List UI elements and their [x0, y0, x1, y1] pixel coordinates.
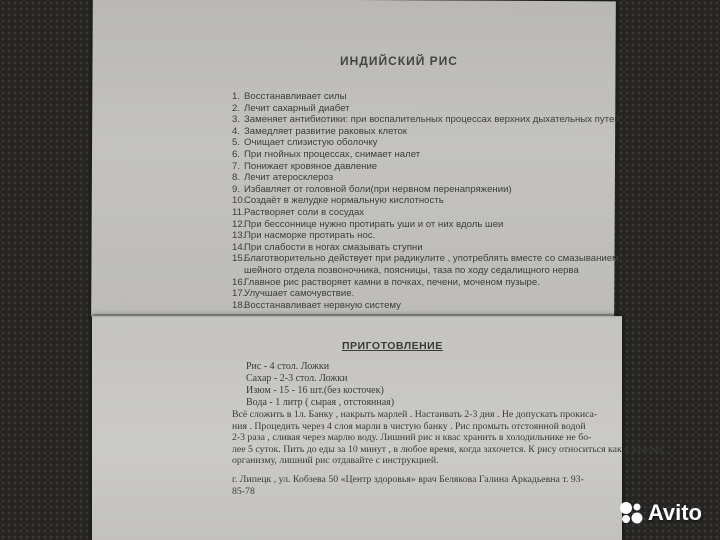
- benefit-text: Растворяет соли в сосудах: [244, 206, 365, 218]
- ingredient-line: Рис - 4 стол. Ложки: [246, 361, 330, 372]
- benefit-number: 8.: [232, 172, 241, 184]
- benefit-item: [232, 137, 620, 149]
- benefit-text: При гнойных процессах, снимает налет: [244, 148, 421, 160]
- address-line: 85-78: [232, 485, 255, 497]
- benefit-text: При слабости в ногах смазывать ступни: [244, 241, 423, 253]
- benefit-text: При насморке протирать нос.: [244, 230, 376, 242]
- benefit-text: Восстанавливает силы: [244, 91, 347, 102]
- benefit-item: [232, 207, 620, 219]
- benefit-text: Избавляет от головной боли(при нервном перенапряжении): [244, 183, 512, 195]
- benefit-number: 15.: [232, 253, 246, 265]
- benefit-text: При бессоннице нужно протирать уши и от них вдоль шеи: [244, 218, 504, 230]
- benefit-item: [232, 288, 620, 300]
- benefit-number: 1.: [232, 91, 241, 102]
- benefit-number: 16.: [232, 276, 246, 288]
- benefit-number: 12.: [232, 218, 246, 230]
- ingredient-line: Сахар - 2-3 стол. Ложки: [246, 373, 348, 384]
- benefit-item: [232, 172, 620, 184]
- benefit-text: Восстанавливает нервную систему: [244, 299, 401, 311]
- instruction-line: организму, лишний рис отдавайте с инструкцией.: [232, 455, 439, 466]
- benefit-number: 2.: [232, 102, 241, 114]
- benefit-number: 7.: [232, 160, 241, 172]
- benefit-item: [232, 114, 620, 126]
- benefit-number: 5.: [232, 137, 241, 149]
- instruction-line: лее 5 суток. Пить до еды за 10 минут , в любое время, когда захочется. К рису относиться как к живому: [232, 443, 664, 455]
- benefit-text: Заменяет антибиотики: при воспалительных процессах верхних дыхательных путей: [244, 114, 620, 126]
- benefit-item: [232, 126, 620, 138]
- document-title: ИНДИЙСКИЙ РИС: [340, 54, 458, 68]
- benefit-number: 6.: [232, 148, 241, 160]
- benefit-item: [232, 91, 620, 103]
- benefit-item: [232, 149, 620, 161]
- benefit-item: [232, 184, 620, 196]
- paper-fold: [92, 314, 622, 318]
- benefit-number: 14.: [232, 241, 246, 253]
- instructions-text: [232, 409, 664, 467]
- benefit-number: 10.: [232, 195, 246, 207]
- instruction-line: 2-3 раза , сливая через марлю воду. Лишний рис и квас хранить в холодильнике не бо-: [232, 432, 592, 443]
- avito-watermark: [618, 500, 702, 526]
- benefit-number: 13.: [232, 230, 246, 242]
- benefit-item: [232, 265, 620, 277]
- benefit-text: Лечит сахарный диабет: [244, 102, 350, 114]
- benefit-item: [232, 161, 620, 173]
- instruction-line: ния . Процедить через 4 слоя марли в чистую банку . Рис промыть отстоянной водой: [232, 420, 586, 432]
- benefit-text: Замедляет развитие раковых клеток: [244, 125, 407, 137]
- instruction-line: Всё сложить в 1л. Банку , накрыть марлей . Настаивать 2-3 дня . Не допускать прокиса-: [232, 409, 598, 420]
- benefit-text: Улучшает самочувствие.: [244, 288, 355, 300]
- benefit-item: [232, 300, 620, 312]
- benefit-text: Очищает слизистую оболочку: [244, 137, 378, 149]
- avito-watermark-text: Avito: [647, 500, 702, 525]
- benefit-item: [232, 242, 620, 254]
- benefit-text: Главное рис растворяет камни в почках, печени, моченом пузыре.: [244, 276, 540, 288]
- benefit-number: 3.: [232, 114, 241, 126]
- benefit-text: Благотворительно действует при радикулите , употреблять вместе со смазыванием: [244, 253, 619, 265]
- benefit-number: 18.: [232, 299, 246, 311]
- ingredient-line: Вода - 1 литр ( сырая , отстоянная): [246, 397, 395, 408]
- benefit-item: [232, 230, 620, 242]
- benefit-text: Понижает кровяное давление: [244, 160, 378, 172]
- benefit-text: Лечит атеросклероз: [244, 172, 334, 184]
- benefit-item: [232, 103, 620, 115]
- benefit-number: 9.: [232, 183, 241, 195]
- preparation-title: ПРИГОТОВЛЕНИЕ: [342, 340, 443, 352]
- benefit-number: 17.: [232, 288, 246, 300]
- benefit-item: [232, 277, 620, 289]
- ingredients-list: [246, 361, 394, 409]
- ingredient-line: Изюм - 15 - 16 шт.(без косточек): [246, 385, 384, 396]
- address-text: [232, 474, 584, 497]
- benefit-number: 4.: [232, 125, 241, 137]
- benefit-text: Создаёт в желудке нормальную кислотность: [244, 195, 444, 207]
- benefit-text: шейного отдела позвоночника, поясницы, таза по ходу седалищного нерва: [244, 264, 579, 276]
- benefits-list: [232, 91, 620, 311]
- benefit-item: [232, 195, 620, 207]
- avito-logo-icon: [618, 500, 644, 526]
- benefit-item: [232, 253, 620, 265]
- benefit-number: 11.: [232, 206, 245, 218]
- address-line: г. Липецк , ул. Кобзева 50 «Центр здоровья» врач Белякова Галина Аркадьевна т. 93-: [232, 474, 584, 485]
- benefit-item: [232, 219, 620, 231]
